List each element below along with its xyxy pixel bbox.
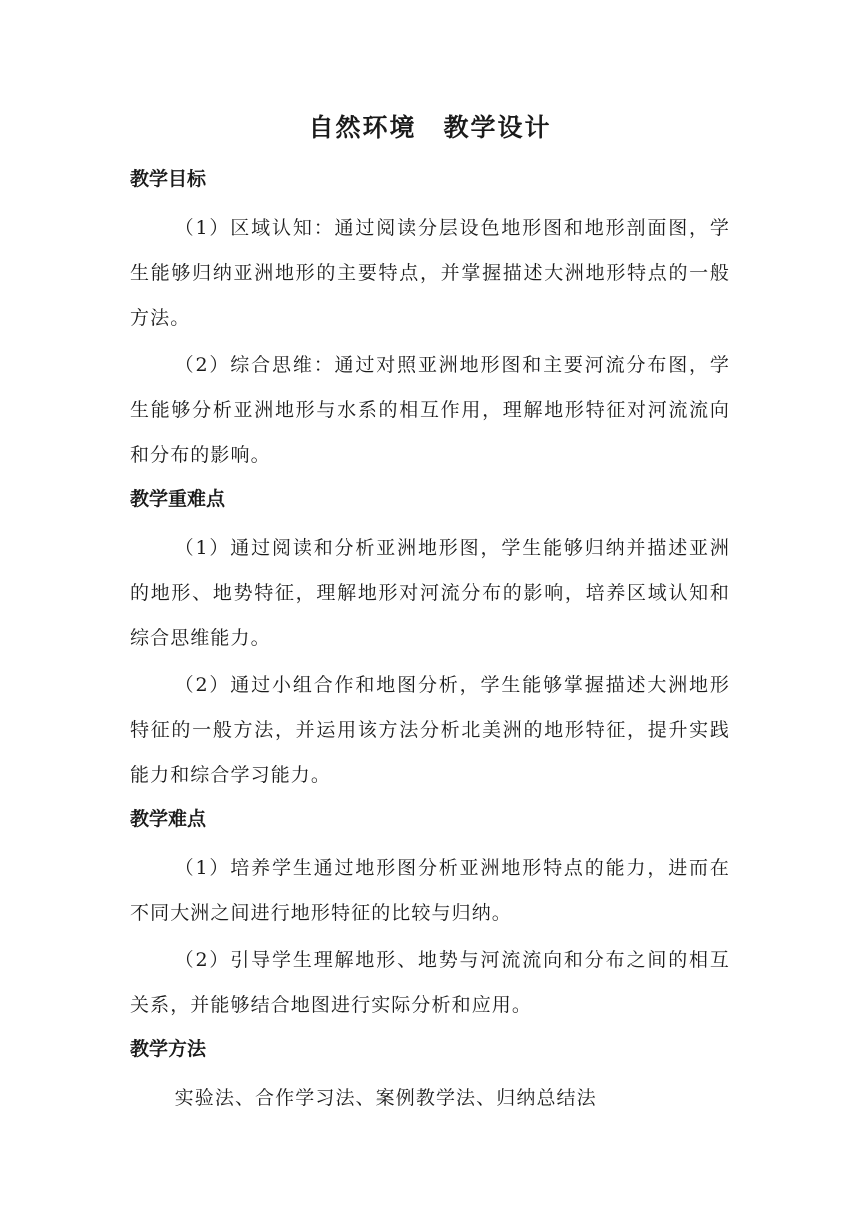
section-teaching-methods — [130, 1034, 730, 1121]
paragraph: 实验法、合作学习法、案例教学法、归纳总结法 — [174, 1087, 597, 1109]
paragraph: （2）通过小组合作和地图分析，学生能够掌握描述大洲地形特征的一般方法，并运用该方法分析北美洲的地形特征，提升实践能力和综合学习能力。 — [130, 674, 730, 786]
section-heading: 教学方法 — [130, 1038, 207, 1060]
document-title: 自然环境 教学设计 — [308, 113, 552, 142]
section-heading: 教学重难点 — [130, 488, 226, 510]
paragraph: （2）综合思维：通过对照亚洲地形图和主要河流分布图，学生能够分析亚洲地形与水系的相互作用，理解地形特征对河流流向和分布的影响。 — [130, 354, 730, 466]
paragraph: （1）区域认知：通过阅读分层设色地形图和地形剖面图，学生能够归纳亚洲地形的主要特点，并掌握描述大洲地形特点的一般方法。 — [130, 217, 730, 329]
paragraph: （2）引导学生理解地形、地势与河流流向和分布之间的相互关系，并能够结合地图进行实际分析和应用。 — [130, 949, 730, 1016]
section-heading: 教学目标 — [130, 168, 207, 190]
paragraph: （1）通过阅读和分析亚洲地形图，学生能够归纳并描述亚洲的地形、地势特征，理解地形对河流分布的影响，培养区域认知和综合思维能力。 — [130, 537, 730, 649]
section-teaching-goals — [130, 164, 730, 478]
document-page — [130, 108, 730, 1127]
section-difficulties — [130, 804, 730, 1028]
paragraph: （1）培养学生通过地形图分析亚洲地形特点的能力，进而在不同大洲之间进行地形特征的比较与归纳。 — [130, 857, 730, 924]
section-key-difficulties — [130, 484, 730, 798]
section-heading: 教学难点 — [130, 808, 207, 830]
